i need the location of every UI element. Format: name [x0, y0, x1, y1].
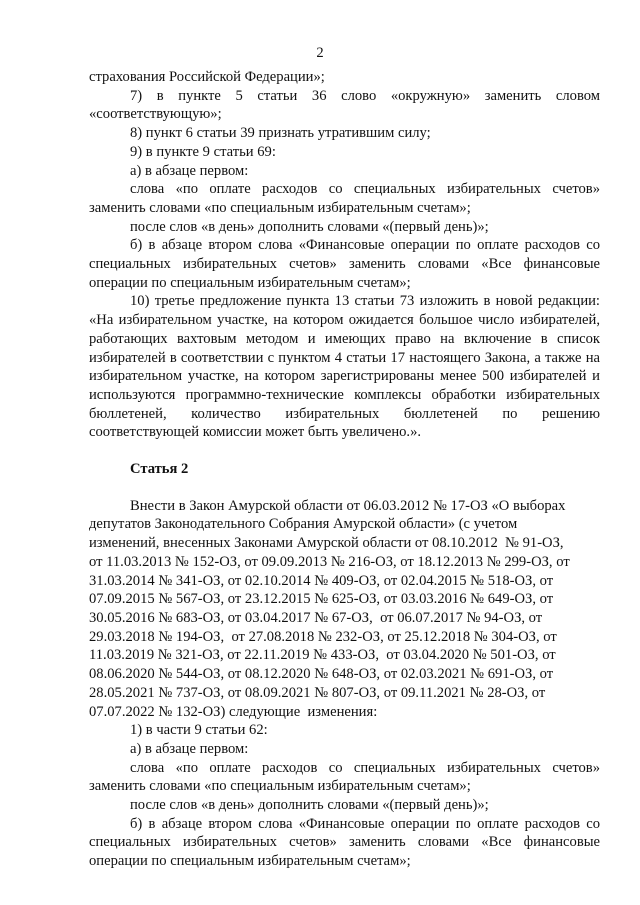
intro-line: 11.03.2019 № 321-ОЗ, от 22.11.2019 № 433-ОЗ, от 03.04.2020 № 501-ОЗ, от: [89, 647, 556, 664]
document-body: [89, 68, 600, 871]
paragraph: после слов «в день» дополнить словами «(первый день)»;: [130, 218, 489, 235]
paragraph: 8) пункт 6 статьи 39 признать утратившим силу;: [130, 125, 431, 142]
paragraph: слова «по оплате расходов со специальных избирательных счетов» заменить словами «по специальным избирательным счетам»;: [89, 181, 600, 216]
intro-line: депутатов Законодательного Собрания Амурской области» (с учетом: [89, 516, 518, 533]
intro-line: 28.05.2021 № 737-ОЗ, от 08.09.2021 № 807-ОЗ, от 09.11.2021 № 28-ОЗ, от: [89, 684, 546, 701]
intro-line: 30.05.2016 № 683-ОЗ, от 03.04.2017 № 67-ОЗ, от 06.07.2017 № 94-ОЗ, от: [89, 609, 543, 626]
intro-line: изменений, внесенных Законами Амурской области от 08.10.2012 № 91-ОЗ,: [89, 535, 564, 552]
paragraph: 9) в пункте 9 статьи 69:: [130, 143, 276, 160]
intro-line: 07.07.2022 № 132-ОЗ) следующие изменения:: [89, 703, 378, 720]
paragraph: 10) третье предложение пункта 13 статьи 73 изложить в новой редакции: «На избирательном участке, на котором ожидается большое число избирателей, работающих вахтовым методом и имеющих право на включение в список избирателей в соответствии с пунктом 4 статьи 17 настоящего Закона, а также на избирательном участке, на котором зарегистрированы менее 500 избирателей и используются программно-технические комплексы обработки избирательных бюллетеней, количество избирательных бюллетеней по решению соответствующей комиссии может быть увеличено.».: [89, 293, 600, 441]
paragraph: а) в абзаце первом:: [130, 162, 249, 179]
intro-line: 29.03.2018 № 194-ОЗ, от 27.08.2018 № 232-ОЗ, от 25.12.2018 № 304-ОЗ, от: [89, 628, 557, 645]
intro-line: 07.09.2015 № 567-ОЗ, от 23.12.2015 № 625-ОЗ, от 03.03.2016 № 649-ОЗ, от: [89, 591, 554, 608]
paragraph: слова «по оплате расходов со специальных избирательных счетов» заменить словами «по специальным избирательным счетам»;: [89, 759, 600, 795]
paragraph: б) в абзаце втором слова «Финансовые операции по оплате расходов со специальных избирательных счетов» заменить словами «Все финансовые операции по специальным избирательным счетам»;: [89, 815, 600, 870]
intro-line: 08.06.2020 № 544-ОЗ, от 08.12.2020 № 648-ОЗ, от 02.03.2021 № 691-ОЗ, от: [89, 666, 554, 683]
page-number: 2: [316, 45, 324, 61]
article-intro: [89, 497, 600, 721]
paragraph: после слов «в день» дополнить словами «(первый день)»;: [130, 797, 489, 814]
paragraph: 1) в части 9 статьи 62:: [130, 722, 268, 739]
intro-line: 31.03.2014 № 341-ОЗ, от 02.10.2014 № 409-ОЗ, от 02.04.2015 № 518-ОЗ, от: [89, 572, 554, 589]
paragraph: страхования Российской Федерации»;: [89, 69, 325, 85]
paragraph: б) в абзаце втором слова «Финансовые операции по оплате расходов со специальных избирательных счетов» заменить словами «Все финансовые операции по специальным избирательным счетам»;: [89, 237, 600, 291]
paragraph: 7) в пункте 5 статьи 36 слово «окружную» заменить словом «соответствующую»;: [89, 87, 600, 123]
paragraph: а) в абзаце первом:: [130, 740, 249, 757]
article-heading: Статья 2: [130, 461, 189, 478]
intro-line: от 11.03.2013 № 152-ОЗ, от 09.09.2013 № 216-ОЗ, от 18.12.2013 № 299-ОЗ, от: [89, 553, 570, 570]
intro-line: Внести в Закон Амурской области от 06.03.2012 № 17-ОЗ «О выборах: [130, 497, 566, 514]
